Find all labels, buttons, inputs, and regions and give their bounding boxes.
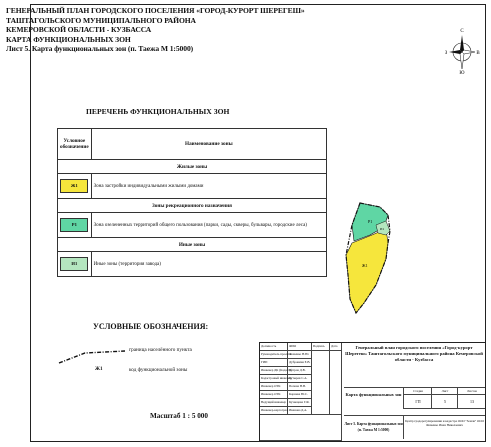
legend-item-row	[58, 213, 327, 238]
col-name: Наименование зоны	[91, 129, 326, 160]
stamp-person: Попова Н.В.	[288, 383, 312, 391]
title-block	[259, 342, 486, 442]
zone-name-i1: Иные зоны (территория завода)	[91, 252, 326, 277]
zone-name-zh1: Зона застройки индивидуальными жилыми домами	[91, 174, 326, 199]
stamp-person: Корнева Ю.С.	[288, 391, 312, 399]
stamp-head-signature: Подпись	[312, 343, 330, 351]
stamp-position: ГИП	[260, 359, 288, 367]
scale-label: Масштаб 1 : 5 000	[150, 412, 208, 420]
stamp-position: Кадастровый инженер	[260, 375, 288, 383]
stamp-person: Кузнецова Г.Ф.	[288, 399, 312, 407]
map-label-i1: И1	[380, 227, 385, 231]
stamp-position: Руководитель проекта	[260, 351, 288, 359]
stamp-sheets-head: Листов	[458, 387, 485, 395]
zone-code-label: код функциональной зоны	[129, 367, 188, 373]
header-line-1: ГЕНЕРАЛЬНЫЙ ПЛАН ГОРОДСКОГО ПОСЕЛЕНИЯ «ГОРОД-КУРОРТ ШЕРЕГЕШ»	[6, 6, 305, 15]
stamp-sheet-title: Карта функциональных зон	[344, 387, 404, 409]
stamp-head-name: ФИО	[288, 343, 312, 351]
swatch-zh1: Ж1	[60, 179, 88, 193]
stamp-stage-value: ГП	[404, 395, 432, 409]
swatch-r1: Р1	[60, 218, 88, 232]
stamp-person: Кутырев С.А.	[288, 375, 312, 383]
stamp-sheet-desc: Лист 5. Карта функциональных зон (п. Таежа М 1:5000)	[344, 415, 404, 439]
legend-item-row	[58, 252, 327, 277]
header-line-4: КАРТА ФУНКЦИОНАЛЬНЫХ ЗОН	[6, 34, 131, 44]
group-residential: Жилые зоны	[58, 160, 327, 174]
boundary-label: граница населённого пункта	[129, 347, 192, 353]
stamp-sheet-head: Лист	[432, 387, 458, 395]
compass-e: В	[476, 51, 480, 56]
stamp-sheet-value: 5	[432, 395, 458, 409]
stamp-person: Петров Д.В.	[288, 367, 312, 375]
stamp-position: Инженер ОТК	[260, 383, 288, 391]
stamp-stage-head: Стадия	[404, 387, 432, 395]
stamp-person: Фоменко Н.Ю.	[288, 351, 312, 359]
compass-w: З	[444, 51, 448, 56]
header-line-2: ТАШТАГОЛЬСКОГО МУНИЦИПАЛЬНОГО РАЙОНА	[6, 15, 196, 25]
legend-header-row	[58, 129, 327, 160]
stamp-position: Инженер-картограф	[260, 407, 288, 415]
legend-group-row	[58, 238, 327, 252]
header-line-5: Лист 5. Карта функциональных зон (п. Таежа М 1:5000)	[6, 44, 194, 54]
compass-n: С	[460, 29, 464, 34]
zone-code-symbol: Ж1	[95, 367, 103, 372]
group-other: Иные зоны	[58, 238, 327, 252]
legend-item-row	[58, 174, 327, 199]
legend-group-row	[58, 160, 327, 174]
stamp-organization: Центр градорегулирования и кадастра ООО "Земля" ООО Фоменко Иван Николаевич	[404, 415, 485, 439]
stamp-head-position: Должность	[260, 343, 288, 351]
zone-name-r1: Зона озелененных территорий общего пользования (парки, сады, скверы, бульвары, городские леса)	[91, 213, 326, 238]
stamp-person: Дубровина Е.В.	[288, 359, 312, 367]
swatch-i1: И1	[60, 257, 88, 271]
stamp-head-date: Дата	[330, 343, 342, 351]
boundary-line-symbol-icon	[55, 345, 129, 365]
group-recreation: Зоны рекреационного назначения	[58, 199, 327, 213]
legend-group-row	[58, 199, 327, 213]
col-symbol: Условное обозначение	[58, 129, 92, 160]
map-label-zh1: Ж1	[362, 263, 368, 268]
stamp-project-title: Генеральный план городского поселения «Город-курорт Шерегеш» Таштагольского муниципального района Кемеровской области - Кузбасса	[345, 345, 483, 362]
sheet-header	[6, 6, 406, 54]
compass-rose-icon	[444, 26, 480, 76]
stamp-position: Инженер ДК (Кадастр)	[260, 367, 288, 375]
compass-s: Ю	[459, 71, 465, 76]
functional-zones-map	[332, 195, 432, 325]
header-line-3: КЕМЕРОВСКОЙ ОБЛАСТИ - КУЗБАССА	[6, 25, 152, 35]
stamp-sheets-value: 13	[458, 395, 485, 409]
stamp-position: Инженер ОТК	[260, 391, 288, 399]
map-label-r1: Р1	[368, 219, 373, 224]
stamp-person: Иванова Д.А.	[288, 407, 312, 415]
stamp-position: Ведущий инженер	[260, 399, 288, 407]
zones-legend-table	[57, 128, 327, 277]
conventions-title: УСЛОВНЫЕ ОБОЗНАЧЕНИЯ:	[93, 322, 209, 331]
legend-title: ПЕРЕЧЕНЬ ФУНКЦИОНАЛЬНЫХ ЗОН	[86, 107, 230, 116]
